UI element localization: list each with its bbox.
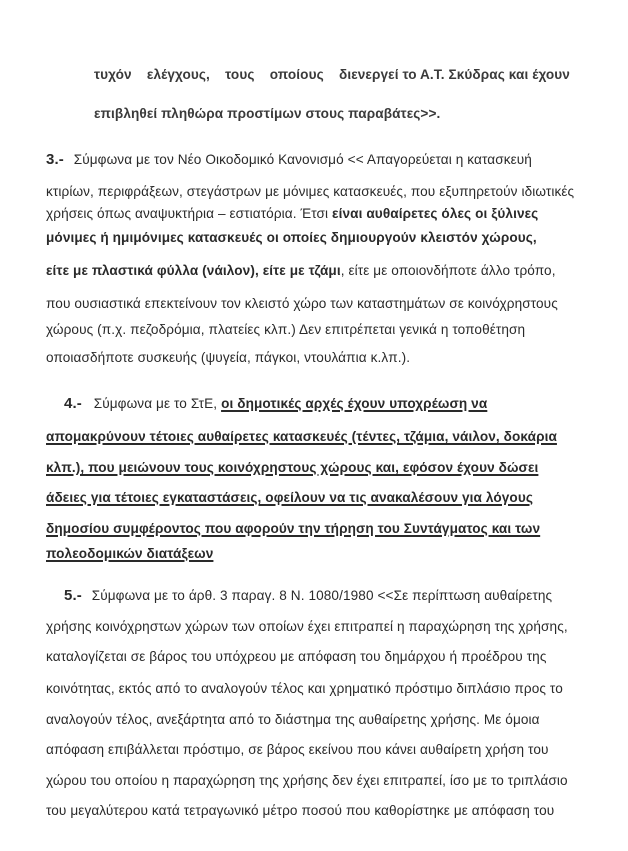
intro-word-3: τους bbox=[225, 67, 255, 82]
section4-line-5: δημοσίου συμφέροντος που αφορούν την τήρηση του Συντάγματος και των bbox=[46, 521, 541, 536]
intro-word-2: ελέγχους, bbox=[146, 67, 210, 82]
intro-line-2: επιβληθεί πληθώρα προστίμων στους παραβάτες>>. bbox=[94, 106, 441, 121]
section4-number: 4.- bbox=[64, 395, 82, 412]
section4-text-1b: οι δημοτικές αρχές έχουν υποχρέωση να bbox=[221, 396, 488, 411]
section4-line-4: άδειες για τέτοιες εγκαταστάσεις, οφείλουν να τις ανακαλέσουν για λόγους bbox=[46, 490, 534, 505]
section5-line-6: απόφαση επιβάλλεται πρόστιμο, σε βάρος εκείνου που κάνει αυθαίρετη χρήση του bbox=[46, 742, 549, 757]
section3-text-3b: είναι αυθαίρετες όλες οι ξύλινες bbox=[332, 206, 539, 221]
section4-text-1a: Σύμφωνα με το ΣτΕ, bbox=[93, 396, 222, 411]
section5-number: 5.- bbox=[64, 587, 82, 604]
section3-number: 3.- bbox=[46, 151, 64, 168]
section3-line-2: κτιρίων, περιφράξεων, στεγάστρων με μόνιμες κατασκευές, που εξυπηρετούν ιδιωτικές bbox=[46, 184, 575, 199]
intro-word-1: τυχόν bbox=[94, 67, 132, 82]
section5-line-8: του μεγαλύτερου κατά τετραγωνικό μέτρο ποσού που καθορίστηκε με απόφαση του bbox=[46, 803, 555, 818]
section3-text-1: Σύμφωνα με τον Νέο Οικοδομικό Κανονισμό << Απαγορεύεται η κατασκευή bbox=[73, 152, 532, 167]
section5-line-3: καταλογίζεται σε βάρος του υπόχρεου με απόφαση του δημάρχου ή προέδρου της bbox=[46, 649, 547, 664]
section4-line-3: κλπ.), που μειώνουν τους κοινόχρηστους χώρους και, εφόσον έχουν δώσει bbox=[46, 460, 539, 475]
section3-line-7: χώρους (π.χ. πεζοδρόμια, πλατείες κλπ.) Δεν επιτρέπεται γενικά η τοποθέτηση bbox=[46, 322, 526, 337]
intro-word-5: διενεργεί το Α.Τ. Σκύδρας και έχουν bbox=[338, 67, 570, 82]
intro-word-4: οποίους bbox=[269, 67, 324, 82]
section3-line-4: μόνιμες ή ημιμόνιμες κατασκευές οι οποίες δημιουργούν κλειστόν χώρους, bbox=[46, 230, 537, 245]
section5-text-1: Σύμφωνα με το άρθ. 3 παραγ. 8 Ν. 1080/1980 <<Σε περίπτωση αυθαίρετης bbox=[91, 588, 553, 603]
section3-line-8: οποιασδήποτε συσκευής (ψυγεία, πάγκοι, ντουλάπια κ.λπ.). bbox=[46, 350, 411, 365]
section3-text-3a: χρήσεις όπως αναψυκτήρια – εστιατόρια. Έτσι bbox=[46, 206, 333, 221]
intro-line-1 bbox=[94, 66, 570, 84]
section3-text-5a: είτε με πλαστικά φύλλα (νάιλον), είτε με τζάμι bbox=[46, 263, 341, 278]
section3-line-6: που ουσιαστικά επεκτείνουν τον κλειστό χώρο των καταστημάτων σε κοινόχρηστους bbox=[46, 296, 558, 311]
section3-line-5 bbox=[46, 262, 556, 280]
section5-line-2: χρήσης κοινόχρηστων χώρων των οποίων έχει επιτραπεί η παραχώρηση της χρήσης, bbox=[46, 619, 568, 634]
section3-line-3 bbox=[46, 205, 538, 223]
section5-line-7: χώρου του οποίου η παραχώρηση της χρήσης δεν έχει επιτραπεί, ίσο με το τριπλάσιο bbox=[46, 773, 568, 788]
section3-line-1 bbox=[46, 151, 532, 169]
section4-line-2: απομακρύνουν τέτοιες αυθαίρετες κατασκευές (τέντες, τζάμια, νάιλον, δοκάρια bbox=[46, 429, 557, 444]
section5-line-1 bbox=[64, 587, 552, 605]
section5-line-5: αναλογούν τέλος, ανεξάρτητα από το διάστημα της αυθαίρετης χρήσης. Με όμοια bbox=[46, 712, 540, 727]
section3-text-5b: , είτε με οποιονδήποτε άλλο τρόπο, bbox=[340, 263, 556, 278]
section4-line-1 bbox=[64, 395, 487, 413]
section5-line-4: κοινότητας, εκτός από το αναλογούν τέλος και χρηματικό πρόστιμο διπλάσιο προς το bbox=[46, 681, 563, 696]
section4-line-6: πολεοδομικών διατάξεων bbox=[46, 546, 214, 561]
